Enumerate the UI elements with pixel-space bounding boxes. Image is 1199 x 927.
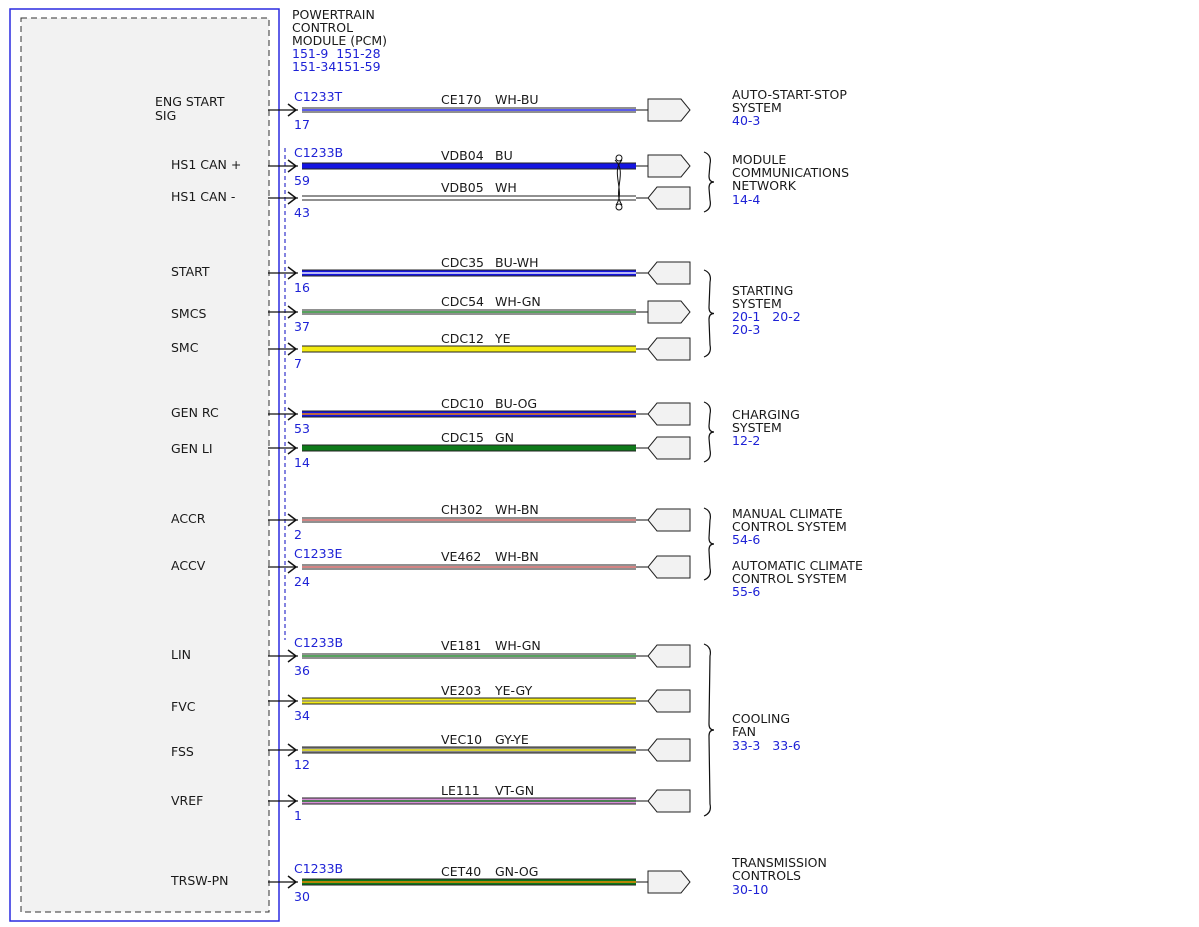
- circuit-number: CH302: [441, 502, 483, 517]
- circuit-number: CDC15: [441, 430, 484, 445]
- pin-number[interactable]: 30: [294, 889, 310, 904]
- dest-name: CONTROL SYSTEM: [732, 571, 847, 586]
- dest-ref[interactable]: 12-2: [732, 433, 761, 448]
- circuit-number: CDC54: [441, 294, 484, 309]
- destination-auto-start-stop: [732, 87, 847, 128]
- circuit-number: CDC35: [441, 255, 484, 270]
- wire-stripe: [302, 109, 636, 110]
- wire-body[interactable]: [302, 164, 636, 169]
- connector-icon[interactable]: [648, 301, 690, 323]
- connector-icon[interactable]: [648, 437, 690, 459]
- destination-charging-system: [732, 407, 800, 448]
- pin-number[interactable]: 34: [294, 708, 310, 723]
- destination-module-communications: [732, 152, 849, 207]
- wire-body[interactable]: [302, 446, 636, 451]
- dest-ref[interactable]: 14-4: [732, 192, 761, 207]
- grouping-brace: [704, 508, 714, 580]
- pin-function-label: GEN LI: [171, 441, 213, 456]
- dest-name: AUTO-START-STOP: [732, 87, 847, 102]
- grouping-brace: [704, 402, 714, 462]
- dest-ref[interactable]: 55-6: [732, 584, 761, 599]
- pin-number[interactable]: 36: [294, 663, 310, 678]
- wire-stripe: [302, 881, 636, 882]
- connector-id[interactable]: C1233B: [294, 145, 344, 160]
- pin-function-label: SMCS: [171, 306, 207, 321]
- wire-stripe: [302, 413, 636, 414]
- connector-icon[interactable]: [648, 99, 690, 121]
- module-title-line-3: MODULE (PCM): [292, 33, 388, 48]
- dest-ref[interactable]: 30-10: [732, 882, 769, 897]
- circuit-number: CDC10: [441, 396, 484, 411]
- connector-icon[interactable]: [648, 871, 690, 893]
- pin-number[interactable]: 14: [294, 455, 310, 470]
- connector-icon[interactable]: [648, 262, 690, 284]
- connector-id[interactable]: C1233E: [294, 546, 343, 561]
- wire-color-code: BU-WH: [495, 255, 539, 270]
- wire-stripe: [302, 272, 636, 273]
- dest-name: CONTROL SYSTEM: [732, 519, 847, 534]
- pin-function-label: ACCR: [171, 511, 206, 526]
- wire-stripe: [302, 700, 636, 701]
- dest-name: SYSTEM: [732, 296, 782, 311]
- connector-icon[interactable]: [648, 187, 690, 209]
- circuit-number: VDB04: [441, 148, 484, 163]
- pin-function-label: VREF: [171, 793, 204, 808]
- connector-icon[interactable]: [648, 556, 690, 578]
- dest-name: CHARGING: [732, 407, 800, 422]
- pin-number[interactable]: 37: [294, 319, 310, 334]
- dest-name: MANUAL CLIMATE: [732, 506, 843, 521]
- dest-ref[interactable]: 20-3: [732, 322, 761, 337]
- pin-function-label: ACCV: [171, 558, 206, 573]
- connector-icon[interactable]: [648, 155, 690, 177]
- dest-ref[interactable]: 33-3 33-6: [732, 738, 801, 753]
- pin-number[interactable]: 17: [294, 117, 310, 132]
- wire-color-code: WH-BN: [495, 549, 539, 564]
- dest-name: TRANSMISSION: [732, 855, 827, 870]
- wire-body[interactable]: [302, 197, 636, 200]
- wire-stripe: [302, 311, 636, 312]
- pin-number[interactable]: 1: [294, 808, 302, 823]
- connector-icon[interactable]: [648, 403, 690, 425]
- pin-number[interactable]: 12: [294, 757, 310, 772]
- module-ref-line-2[interactable]: 151-34151-59: [292, 59, 381, 74]
- pin-number[interactable]: 43: [294, 205, 310, 220]
- connector-id[interactable]: C1233B: [294, 861, 344, 876]
- pin-function-label: GEN RC: [171, 405, 219, 420]
- pin-number[interactable]: 16: [294, 280, 310, 295]
- circuit-number: LE111: [441, 783, 480, 798]
- grouping-brace: [704, 270, 714, 357]
- module-title-line-2: CONTROL: [292, 20, 354, 35]
- wire-color-code: WH-GN: [495, 294, 541, 309]
- circuit-number: VDB05: [441, 180, 484, 195]
- pin-number[interactable]: 2: [294, 527, 302, 542]
- wire-body[interactable]: [302, 347, 636, 352]
- wire-stripe: [302, 655, 636, 656]
- destination-cooling-fan: [732, 711, 801, 753]
- dest-name: COMMUNICATIONS: [732, 165, 850, 180]
- connector-icon[interactable]: [648, 645, 690, 667]
- pin-function-label: START: [171, 264, 210, 279]
- dest-name: NETWORK: [732, 178, 796, 193]
- connector-icon[interactable]: [648, 790, 690, 812]
- module-ref-line-1[interactable]: 151-9 151-28: [292, 46, 381, 61]
- pin-number[interactable]: 7: [294, 356, 302, 371]
- circuit-number: VE203: [441, 683, 482, 698]
- circuit-number: VE181: [441, 638, 482, 653]
- pin-function-label: TRSW-PN: [171, 873, 229, 888]
- dest-ref[interactable]: 54-6: [732, 532, 761, 547]
- dest-ref[interactable]: 20-1 20-2: [732, 309, 801, 324]
- wire-stripe: [302, 566, 636, 567]
- dest-name: STARTING: [732, 283, 794, 298]
- module-internal-box: [21, 18, 269, 912]
- wire-color-code: YE-GY: [495, 683, 533, 698]
- wire-color-code: WH-GN: [495, 638, 541, 653]
- pin-function-label: LIN: [171, 647, 192, 662]
- dest-ref[interactable]: 40-3: [732, 113, 761, 128]
- module-title-line-1: POWERTRAIN: [292, 7, 375, 22]
- dest-name: SYSTEM: [732, 100, 782, 115]
- circuit-number: CDC12: [441, 331, 484, 346]
- dest-name: MODULE: [732, 152, 787, 167]
- pin-function-label: ENG START: [155, 94, 225, 109]
- connector-icon[interactable]: [648, 509, 690, 531]
- circuit-number: VEC10: [441, 732, 483, 747]
- circuit-number: CET40: [441, 864, 482, 879]
- wire-color-code: GN-OG: [495, 864, 539, 879]
- pin-function-label: FVC: [171, 699, 196, 714]
- connector-icon[interactable]: [648, 690, 690, 712]
- dest-name: SYSTEM: [732, 420, 782, 435]
- destination-manual-climate: [732, 506, 847, 547]
- pin-number[interactable]: 59: [294, 173, 310, 188]
- dest-name: COOLING: [732, 711, 791, 726]
- dest-name: FAN: [732, 724, 756, 739]
- pin-number[interactable]: 53: [294, 421, 310, 436]
- destinations: [731, 87, 863, 897]
- wire-color-code: WH-BN: [495, 502, 539, 517]
- destination-automatic-climate: [732, 558, 863, 599]
- pin-function-label: HS1 CAN +: [171, 157, 242, 172]
- dest-name: AUTOMATIC CLIMATE: [732, 558, 863, 573]
- connector-id[interactable]: C1233T: [294, 89, 343, 104]
- wire-color-code: VT-GN: [495, 783, 535, 798]
- grouping-braces: [704, 152, 714, 816]
- wire-stripe: [302, 800, 636, 801]
- pin-function-label: HS1 CAN -: [171, 189, 236, 204]
- grouping-brace: [704, 152, 714, 212]
- circuit-number: CE170: [441, 92, 482, 107]
- wire-stripe: [302, 519, 636, 520]
- dest-name: CONTROLS: [732, 868, 801, 883]
- grouping-brace: [704, 644, 714, 816]
- wire-color-code: BU-OG: [495, 396, 538, 411]
- destination-starting-system: [732, 283, 801, 337]
- module-title: [292, 7, 387, 74]
- connector-icon[interactable]: [648, 739, 690, 761]
- wire-color-code: GN: [495, 430, 515, 445]
- pin-function-label: SIG: [155, 108, 177, 123]
- wire-color-code: BU: [495, 148, 513, 163]
- destination-transmission-controls: [731, 855, 827, 897]
- pin-function-label: SMC: [171, 340, 199, 355]
- circuit-number: VE462: [441, 549, 482, 564]
- wire-color-code: WH-BU: [495, 92, 539, 107]
- connector-icon[interactable]: [648, 338, 690, 360]
- wire-color-code: YE: [495, 331, 511, 346]
- wire-color-code: GY-YE: [495, 732, 529, 747]
- pin-number[interactable]: 24: [294, 574, 310, 589]
- wire-stripe: [302, 749, 636, 750]
- pin-function-label: FSS: [171, 744, 194, 759]
- wire-color-code: WH: [495, 180, 517, 195]
- connector-id[interactable]: C1233B: [294, 635, 344, 650]
